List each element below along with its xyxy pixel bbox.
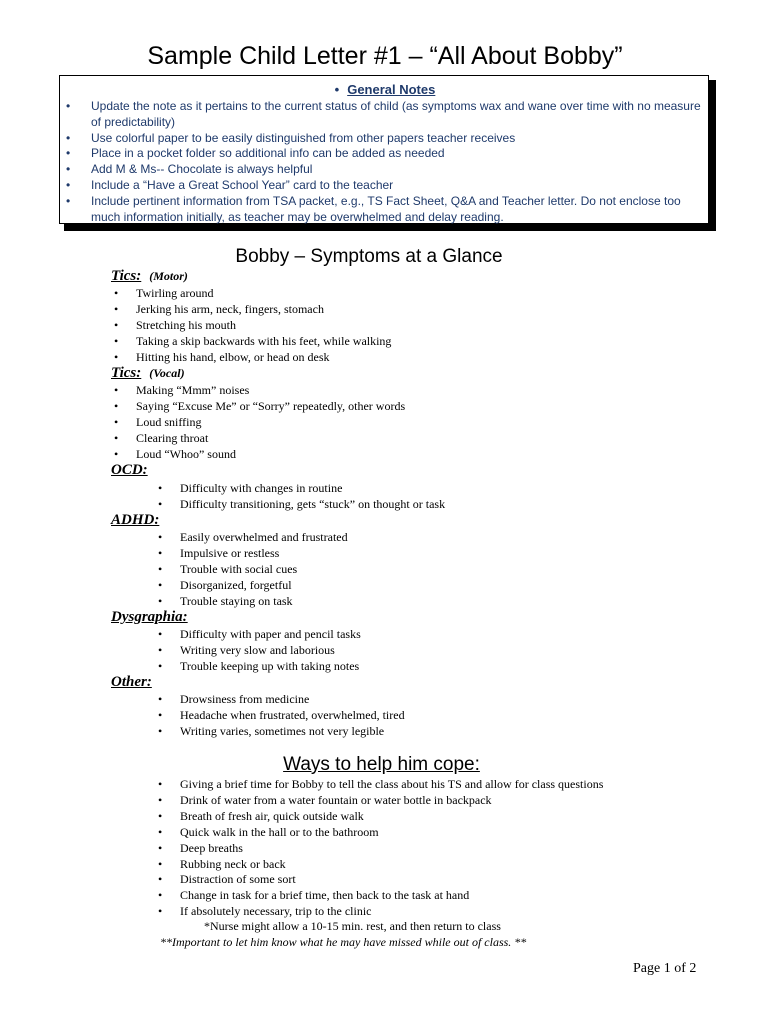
list-item-text: Stretching his mouth [136, 317, 236, 332]
bullet-icon: • [158, 872, 163, 887]
bullet-icon: • [158, 840, 163, 855]
nurse-note: *Nurse might allow a 10-15 min. rest, and then return to class [204, 919, 501, 933]
tics-vocal-label-text: Tics: [111, 365, 142, 381]
page-title: Sample Child Letter #1 – “All About Bobby” [147, 42, 623, 70]
symptoms-heading: Bobby – Symptoms at a Glance [235, 246, 503, 267]
list-item-text: Headache when frustrated, overwhelmed, tired [180, 707, 405, 722]
dysgraphia-list [158, 627, 361, 675]
bullet-icon: • [114, 286, 119, 300]
list-item [114, 350, 391, 366]
list-item [66, 146, 702, 162]
tics-vocal-label [111, 365, 185, 382]
tics-motor-sub: (Motor) [149, 269, 188, 283]
bullet-icon: • [158, 723, 163, 738]
cope-heading: Ways to help him cope: [283, 754, 480, 775]
bullet-icon: • [114, 430, 119, 445]
bullet-icon: • [158, 530, 163, 544]
list-item [158, 809, 603, 825]
list-item [114, 286, 391, 302]
list-item-text: Change in task for a brief time, then back to the task at hand [180, 888, 470, 903]
bullet-icon: • [158, 792, 163, 807]
list-item-text: Distraction of some sort [180, 872, 296, 887]
bullet-icon: • [66, 130, 71, 145]
list-item-text: Difficulty transitioning, gets “stuck” on thought or task [180, 496, 446, 511]
list-item [114, 383, 405, 399]
list-item [114, 302, 391, 318]
bullet-icon: • [158, 642, 163, 657]
important-note: **Important to let him know what he may have missed while out of class. ** [160, 935, 527, 949]
list-item-text: Update the note as it pertains to the current status of child (as symptoms wax and wane over time with no measure of predictability) [91, 99, 701, 129]
dysgraphia-label: Dysgraphia: [111, 609, 188, 625]
list-item [66, 194, 702, 226]
list-item-text: Drink of water from a water fountain or water bottle in backpack [180, 792, 492, 807]
list-item-text: Impulsive or restless [180, 545, 280, 560]
list-item [158, 562, 348, 578]
list-item-text: Breath of fresh air, quick outside walk [180, 808, 364, 823]
list-item-text: Jerking his arm, neck, fingers, stomach [136, 301, 324, 316]
list-item-text: Saying “Excuse Me” or “Sorry” repeatedly, other words [136, 398, 406, 413]
bullet-icon: • [158, 808, 163, 823]
list-item [158, 643, 361, 659]
list-item [66, 162, 702, 178]
bullet-icon: • [158, 593, 163, 608]
ocd-list [158, 481, 445, 513]
list-item [158, 888, 603, 904]
bullet-icon: • [158, 627, 163, 641]
bullet-icon: • [66, 177, 71, 192]
list-item-text: Clearing throat [136, 430, 209, 445]
list-item-text: If absolutely necessary, trip to the clinic [180, 904, 372, 919]
other-list [158, 692, 405, 740]
other-label: Other: [111, 674, 152, 690]
bullet-icon: • [114, 317, 119, 332]
list-item-text: Include a “Have a Great School Year” card to the teacher [91, 177, 394, 192]
list-item [158, 546, 348, 562]
list-item-text: Trouble staying on task [180, 593, 293, 608]
bullet-icon: • [158, 707, 163, 722]
list-item-text: Making “Mmm” noises [136, 383, 250, 397]
list-item [158, 724, 405, 740]
list-item [158, 481, 445, 497]
list-item [158, 659, 361, 675]
bullet-icon: • [66, 146, 71, 161]
bullet-icon: • [66, 99, 71, 113]
list-item [158, 627, 361, 643]
list-item-text: Writing very slow and laborious [180, 642, 335, 657]
bullet-icon: • [158, 856, 163, 871]
tics-vocal-sub: (Vocal) [149, 366, 185, 380]
list-item [158, 777, 603, 793]
list-item [114, 415, 405, 431]
list-item [158, 594, 348, 610]
bullet-icon: • [158, 496, 163, 511]
list-item [114, 399, 405, 415]
list-item [158, 578, 348, 594]
bullet-icon: • [114, 383, 119, 397]
list-item [114, 447, 405, 463]
general-notes-list [66, 99, 702, 225]
bullet-icon: • [114, 349, 119, 364]
bullet-icon: • [158, 824, 163, 839]
list-item-text: Add M & Ms-- Chocolate is always helpful [91, 162, 313, 177]
general-notes-heading-text: General Notes [347, 82, 436, 97]
list-item-text: Writing varies, sometimes not very legible [180, 723, 385, 738]
list-item-text: Difficulty with changes in routine [180, 481, 343, 495]
bullet-icon: • [114, 446, 119, 461]
list-item-text: Twirling around [136, 286, 214, 300]
list-item [158, 793, 603, 809]
list-item-text: Easily overwhelmed and frustrated [180, 530, 348, 544]
bullet-icon: • [114, 333, 119, 348]
list-item-text: Quick walk in the hall or to the bathroom [180, 824, 379, 839]
bullet-icon: • [66, 193, 71, 208]
list-item-text: Loud sniffing [136, 414, 202, 429]
tics-vocal-list [114, 383, 405, 463]
list-item [158, 708, 405, 724]
list-item-text: Trouble with social cues [180, 561, 298, 576]
list-item [66, 99, 702, 131]
list-item [158, 530, 348, 546]
list-item [158, 825, 603, 841]
bullet-icon: • [114, 414, 119, 429]
list-item-text: Taking a skip backwards with his feet, while walking [136, 333, 392, 348]
list-item [158, 857, 603, 873]
list-item-text: Hitting his hand, elbow, or head on desk [136, 349, 330, 364]
list-item [158, 692, 405, 708]
bullet-icon: • [158, 692, 163, 706]
list-item [158, 841, 603, 857]
bullet-icon: • [158, 904, 163, 919]
bullet-icon: • [114, 301, 119, 316]
list-item-text: Drowsiness from medicine [180, 692, 310, 706]
list-item-text: Trouble keeping up with taking notes [180, 658, 360, 673]
tics-motor-label-text: Tics: [111, 268, 142, 284]
bullet-icon: • [334, 82, 340, 97]
bullet-icon: • [158, 777, 163, 791]
list-item-text: Include pertinent information from TSA packet, e.g., TS Fact Sheet, Q&A and Teacher letter. Do not enclose too much information initially, as teacher may be overwhelmed and delay reading. [91, 193, 681, 224]
cope-list [158, 777, 603, 920]
bullet-icon: • [158, 577, 163, 592]
adhd-label: ADHD: [111, 512, 160, 528]
list-item-text: Place in a pocket folder so additional info can be added as needed [91, 146, 445, 161]
bullet-icon: • [158, 888, 163, 903]
list-item-text: Disorganized, forgetful [180, 577, 292, 592]
list-item-text: Use colorful paper to be easily distinguished from other papers teacher receives [91, 130, 516, 145]
list-item [114, 334, 391, 350]
list-item-text: Difficulty with paper and pencil tasks [180, 627, 361, 641]
bullet-icon: • [66, 162, 71, 177]
tics-motor-label [111, 268, 188, 285]
list-item [158, 872, 603, 888]
list-item [158, 497, 445, 513]
tics-motor-list [114, 286, 391, 366]
list-item-text: Loud “Whoo” sound [136, 446, 236, 461]
adhd-list [158, 530, 348, 610]
bullet-icon: • [158, 658, 163, 673]
list-item-text: Giving a brief time for Bobby to tell the class about his TS and allow for class questions [180, 777, 604, 791]
list-item-text: Rubbing neck or back [180, 856, 286, 871]
ocd-label: OCD: [111, 462, 148, 478]
list-item [66, 178, 702, 194]
list-item [158, 904, 603, 920]
general-notes-heading [0, 82, 770, 97]
page-number: Page 1 of 2 [633, 961, 697, 976]
bullet-icon: • [158, 561, 163, 576]
bullet-icon: • [114, 398, 119, 413]
list-item [114, 318, 391, 334]
list-item-text: Deep breaths [180, 840, 243, 855]
bullet-icon: • [158, 545, 163, 560]
list-item [66, 131, 702, 147]
list-item [114, 431, 405, 447]
bullet-icon: • [158, 481, 163, 495]
